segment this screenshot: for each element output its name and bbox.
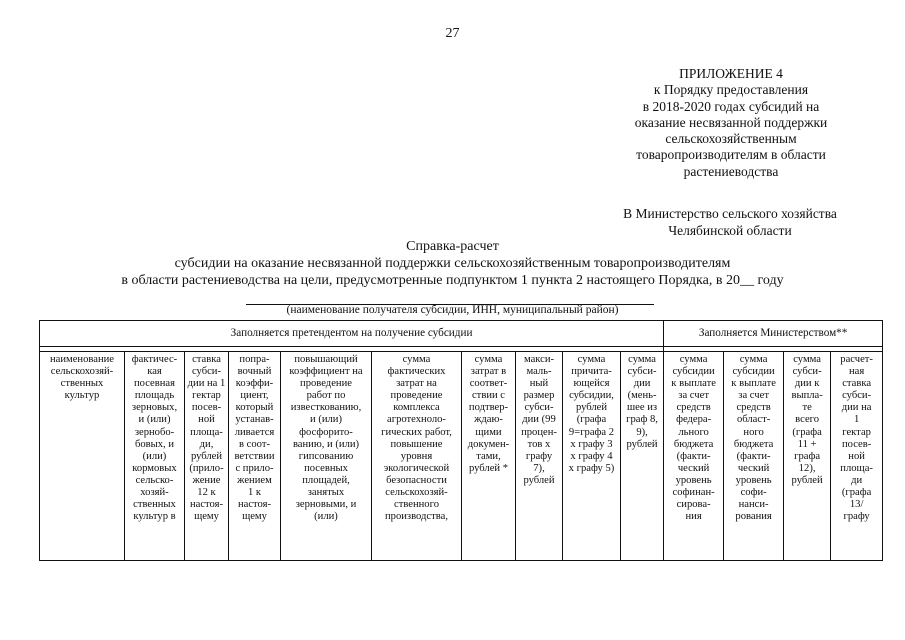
column-header-line: щему [242,511,267,523]
column-header-line: субси- [627,366,657,378]
appendix-line: к Порядку предоставления [653,82,809,98]
column-header-line: субси- [792,366,822,378]
column-header-line: 13/ [849,499,864,511]
column-header-line: ной [198,414,215,426]
column-header-line: коэффи- [235,378,274,390]
column-header-line: повышение [390,438,443,450]
appendix-header [586,66,876,180]
column-header-line: щими [475,426,502,438]
appendix-line: оказание несвязанной поддержки [634,114,828,130]
column-header-1 [40,352,125,561]
appendix-line: растениеводства [683,163,779,179]
column-header-line: вочный [237,366,272,378]
column-header-line: посев- [841,438,872,450]
column-header-line: ставка [192,354,221,365]
column-header-line: ди [851,474,863,486]
column-header-line: ная [848,366,865,378]
column-header-line: субсидии [732,366,775,378]
column-header-8 [516,352,563,561]
column-header-11 [664,352,724,561]
column-header-line: 12), [798,462,816,474]
column-header-line: 1 к [247,487,262,499]
appendix-line: в 2018-2020 годах субсидий на [642,98,820,114]
column-header-4 [229,352,281,561]
recipient-name-caption: (наименование получателя субсидии, ИНН, муниципальный район) [286,304,619,316]
column-header-line: гектар [192,390,221,402]
column-header-line: х графу 3 [570,438,613,450]
column-header-line: рублей [575,402,608,414]
column-header-line: (или) [142,450,167,462]
column-header-line: к выплате [731,378,776,390]
column-header-line: сумма [474,354,503,365]
column-header-line: графа [794,450,821,462]
column-header-line: посевная [133,378,175,390]
column-header-line: подтвер- [468,402,509,414]
column-header-line: в соот- [239,438,270,450]
column-header-line: ющейся [573,378,610,390]
column-header-line: гических работ, [381,426,452,438]
page-number: 27 [445,26,460,41]
column-header-line: уровень [675,474,712,486]
column-header-5 [281,352,372,561]
column-header-line: тами, [476,450,501,462]
column-header-line: работ по [306,390,346,402]
column-header-line: бюджета [673,438,714,450]
column-header-line: известкованию, [290,402,362,414]
group-header-ministry: Заполняется Министерством** [664,321,883,347]
column-header-line: дии на [841,402,872,414]
column-header-line: 9), [636,426,648,438]
column-header-3 [185,352,229,561]
column-header-line: циент, [240,390,269,402]
appendix-line: ПРИЛОЖЕНИЕ 4 [679,66,783,81]
column-header-line: зернобо- [134,426,175,438]
column-header-line: софинан- [672,487,715,499]
column-header-line: льного [678,426,709,438]
column-header-line: ствии с [471,390,506,402]
column-header-line: докумен- [467,438,510,450]
column-header-line: федера- [676,414,712,426]
column-header-line: средств [676,402,711,414]
column-header-line: и (или) [310,414,342,426]
column-header-line: площадей, [302,474,350,486]
column-header-line: (факти- [676,450,711,462]
column-header-line: ственных [133,499,176,511]
column-header-line: занятых [307,487,345,499]
column-header-line: ной [848,450,865,462]
appendix-line: товаропроизводителям в области [636,147,826,163]
column-header-line: рублей [791,474,823,486]
column-header-line: посевных [304,462,348,474]
column-header-line: культур [64,390,100,402]
column-header-line: комплекса [393,402,440,414]
column-header-line: софи- [740,487,767,499]
column-header-line: фосфорито- [299,426,353,438]
recipient-line: В Министерство сельского хозяйства [623,206,837,221]
column-header-line: сумма [793,354,821,365]
column-header-line: культур в [133,511,176,523]
column-header-line: рования [735,511,772,523]
column-header-line: ди, [199,438,214,450]
column-header-line: уровень [735,474,772,486]
column-header-line: за счет [738,390,769,402]
column-header-line: настоя- [237,499,272,511]
column-header-line: расчет- [840,354,873,365]
column-header-line: субсидии [672,366,715,378]
column-header-line: зерновых, [131,402,178,414]
column-header-line: (графа [841,487,872,499]
column-header-line: жение [192,474,221,486]
column-header-line: субси- [842,390,872,402]
column-header-line: (факти- [736,450,771,462]
title-line: в области растениеводства на цели, предусмотренные подпунктом 1 пункта 2 настоящего Порядка, в 20__ году [121,273,784,288]
column-header-line: который [235,402,274,414]
column-header-line: ставка [842,378,872,390]
column-header-line: рублей * [468,462,509,474]
column-header-line: агротехноло- [387,414,446,426]
column-header-line: сумма [577,354,606,365]
column-header-line: 12 к [197,487,216,499]
column-header-line: настоя- [189,499,224,511]
column-header-line: производства, [385,511,448,523]
title-line: субсидии на оказание несвязанной поддержки сельскохозяйственным товаропроизводителям [174,256,731,271]
column-header-line: дии (99 [522,414,556,426]
column-header-line: дии на 1 [187,378,226,390]
column-header-line: област- [736,414,771,426]
column-header-line: зерновыми, и [295,499,357,511]
column-header-line: устанав- [235,414,274,426]
column-header-2 [125,352,185,561]
column-header-line: рублей [190,450,223,462]
column-header-line: сумма [402,354,431,365]
column-header-line: размер [523,390,555,402]
column-header-line: жением [237,474,272,486]
column-header-12 [724,352,784,561]
column-header-line: уровня [400,450,433,462]
column-header-line: 9=графа 2 [568,426,615,438]
column-header-line: рублей [626,438,658,450]
calculation-table [39,320,883,561]
column-header-line: повышающий [294,354,358,365]
column-header-line: дии к [794,378,820,390]
column-header-line: площа- [190,426,223,438]
column-header-line: кормовых [132,462,177,474]
column-header-line: ждаю- [474,414,503,426]
column-header-line: процен- [521,426,557,438]
column-header-line: макси- [523,354,555,365]
column-header-line: попра- [239,354,270,365]
column-header-line: наименование [49,354,115,365]
column-header-line: сельскохозяй- [50,366,114,378]
column-header-line: проведение [300,378,352,390]
column-header-line: графу [525,450,553,462]
column-header-line: щему [194,511,219,523]
column-header-line: экологической [383,462,450,474]
column-header-line: сумма [739,354,768,365]
document-title [0,238,905,289]
column-header-line: ния [685,511,702,523]
column-header-line: ветствии [234,450,275,462]
column-header-14 [831,352,883,561]
column-header-9 [563,352,621,561]
column-header-line: причита- [571,366,612,378]
column-header-line: ванию, и (или) [292,438,360,450]
column-header-line: тов х [527,438,551,450]
column-header-line: затрат в [470,366,507,378]
column-header-line: посев- [191,402,222,414]
column-header-line: сельскохозяй- [385,487,448,499]
column-header-line: гипсованию [298,450,354,462]
column-header-line: ственного [394,499,439,511]
column-header-line: нанси- [738,499,769,511]
column-header-line: сумма [628,354,656,365]
recipient-block [560,206,900,239]
column-header-line: те [802,402,812,414]
column-header-line: ческий [737,462,770,474]
column-header-10 [621,352,664,561]
column-header-line: площадь [134,390,175,402]
column-header-line: затрат на [396,378,437,390]
column-header-line: ный [529,378,549,390]
column-header-line: ческий [677,462,710,474]
column-header-line: фактичес- [131,354,178,365]
column-header-line: графу [843,511,870,523]
column-header-line: всего [795,414,820,426]
appendix-line: сельскохозяйственным [665,131,797,147]
column-header-line: хозяй- [140,487,169,499]
column-header-line: граф 8, [626,414,658,426]
column-header-line: проведение [390,390,443,402]
column-header-line: (прило- [189,462,224,474]
column-header-line: субси- [524,402,554,414]
column-header-line: (мень- [627,390,657,402]
column-header-line: х графу 4 [570,450,613,462]
column-header-line: к выплате [671,378,716,390]
column-header-line: (графа [792,426,822,438]
column-header-line: фактических [387,366,446,378]
column-header-line: маль- [526,366,552,378]
column-header-line: бюджета [733,438,774,450]
column-header-line: сумма [679,354,708,365]
column-header-7 [462,352,516,561]
column-header-line: ливается [234,426,275,438]
title-line: Справка-расчет [406,239,499,254]
column-header-line: средств [736,402,771,414]
column-header-line: 1 [853,414,860,426]
column-header-line: субсидии, [569,390,614,402]
column-header-line: 7), [533,462,545,474]
column-header-line: сирова- [676,499,711,511]
column-header-line: (или) [314,511,338,523]
column-header-line: выпла- [791,390,823,402]
column-header-line: субси- [191,366,221,378]
group-header-applicant: Заполняется претендентом на получение субсидии [40,321,664,347]
column-header-line: рублей [523,474,555,486]
column-header-line: ного [743,426,764,438]
column-header-line: 11 + [797,438,817,450]
column-header-line: кая [147,366,162,378]
column-header-line: и (или) [138,414,171,426]
recipient-line: Челябинской области [668,222,792,238]
column-header-line: площа- [840,462,873,474]
column-header-line: (графа [576,414,607,426]
column-header-line: шее из [627,402,658,414]
column-header-line: с прило- [235,462,274,474]
column-header-line: х графу 5) [568,462,615,474]
column-header-13 [784,352,831,561]
column-header-line: дии [633,378,651,390]
column-header-line: коэффициент на [289,366,363,378]
column-header-line: за счет [678,390,709,402]
column-header-line: ственных [60,378,104,390]
column-header-line: гектар [842,426,871,438]
column-header-6 [372,352,462,561]
column-header-line: бовых, и [134,438,175,450]
column-header-line: соответ- [469,378,508,390]
column-header-line: сельско- [135,474,174,486]
column-header-line: безопасности [386,474,447,486]
